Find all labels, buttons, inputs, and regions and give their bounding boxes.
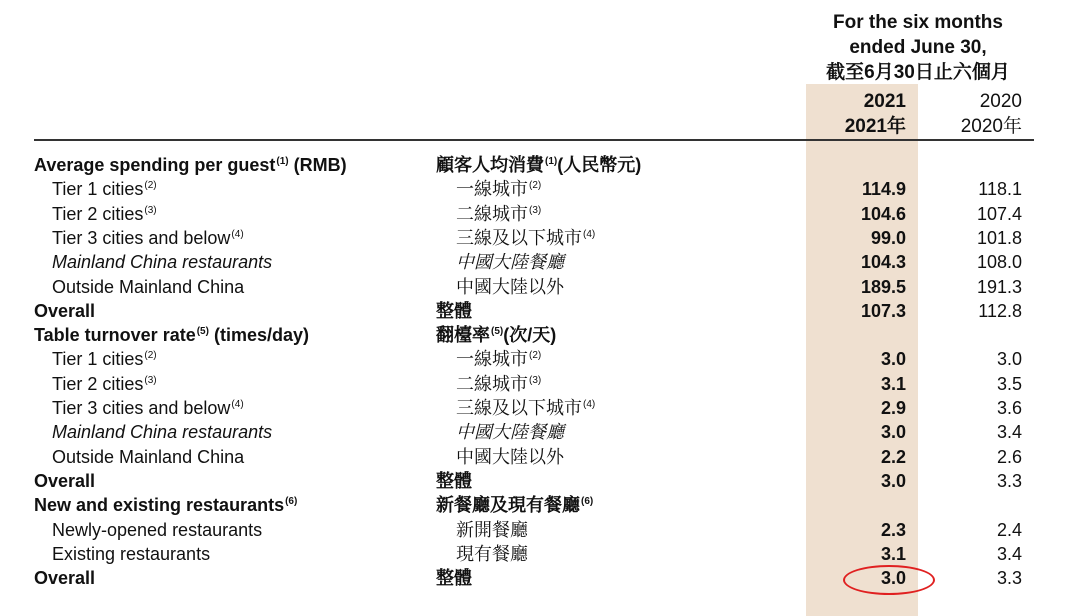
footnote-ref: (6) [581,496,594,508]
value-2021: 3.0 [880,349,906,370]
table-row [0,372,1080,396]
row-label-zh: 二線城市$^{(3)}$ [456,373,542,394]
table-row [0,226,1080,250]
value-2020: 3.4 [996,543,1022,564]
row-label-zh: 新餐廳及現有餐廳$^{(6)}$ [436,495,594,516]
row-label-en: Mainland China restaurants [52,252,273,273]
table-row [0,323,1080,347]
row-label-en: Outside Mainland China [52,446,245,467]
row-label-zh: 顧客人均消費$^{(1)}$(人民幣元) [436,155,642,175]
row-label-en: Average spending per guest$^{(1)}$ (RMB) [34,155,347,175]
table-row [0,275,1080,299]
value-2021: 3.1 [880,543,906,564]
row-label-en: Overall [34,470,96,491]
table-row [0,518,1080,542]
row-label-zh: 整體 [436,568,472,589]
year-2021-header-zh: 2021年 [844,116,906,137]
footnote-ref: (3) [529,374,542,386]
row-label-zh: 三線及以下城市$^{(4)}$ [456,227,596,248]
value-2021: 3.1 [880,373,906,394]
table-row [0,202,1080,226]
footnote-ref: (5) [196,326,209,338]
value-2021: 2.3 [880,519,906,540]
value-2020: 3.0 [996,349,1022,370]
row-label-en: Tier 1 cities$^{(2)}$ [52,179,157,200]
row-label-zh: 整體 [436,300,472,321]
period-caption-zh: 截至6月30日止六個月 [826,62,1010,83]
period-caption-line2: ended June 30, [849,37,987,58]
footnote-ref: (2) [529,350,542,362]
footnote-ref: (3) [144,374,157,386]
value-2021: 2.9 [880,398,906,418]
table-row [0,347,1080,371]
value-2020: 112.8 [978,300,1022,321]
value-2021: 104.3 [860,252,906,273]
row-label-zh: 現有餐廳 [456,543,528,564]
value-2021: 3.0 [880,470,906,491]
table-row [0,250,1080,274]
table-row [0,420,1080,444]
table-row [0,396,1080,420]
value-2021: 3.0 [880,568,906,589]
row-label-zh: 中國大陸以外 [456,276,564,297]
year-2020-header: 2020 [979,91,1022,112]
row-label-en: Tier 3 cities and below$^{(4)}$ [52,398,244,418]
value-2021: 3.0 [880,422,906,443]
footnote-ref: (2) [529,180,542,192]
row-label-zh: 三線及以下城市$^{(4)}$ [456,398,596,418]
value-2021: 114.9 [861,179,906,200]
row-label-en: Table turnover rate$^{(5)}$ (times/day) [34,325,309,346]
value-2020: 191.3 [976,276,1022,297]
footnote-ref: (4) [231,399,244,410]
year-2021-header: 2021 [863,91,906,112]
value-2020: 3.3 [996,470,1022,491]
row-label-zh: 中國大陸餐廳 [456,422,564,443]
highlight-circle-annotation [843,565,935,595]
row-label-en: New and existing restaurants$^{(6)}$ [34,495,298,516]
row-label-zh: 中國大陸餐廳 [456,252,564,273]
footnote-ref: (4) [231,228,244,240]
footnote-ref: (6) [285,496,298,508]
value-2020: 101.8 [976,227,1022,248]
row-label-en: Tier 2 cities$^{(3)}$ [52,373,157,394]
footnote-ref: (2) [144,350,157,362]
value-2020: 2.4 [996,519,1022,540]
footnote-ref: (5) [491,326,504,338]
value-2020: 3.3 [996,568,1022,589]
row-label-en: Newly-opened restaurants [52,519,263,540]
value-2020: 3.4 [996,422,1022,443]
row-label-en: Existing restaurants [52,543,211,564]
row-label-zh: 一線城市$^{(2)}$ [456,349,542,370]
footnote-ref: (1) [276,156,289,167]
value-2021: 99.0 [870,227,906,248]
row-label-zh: 新開餐廳 [456,519,528,540]
table-row [0,153,1080,177]
table-row [0,469,1080,493]
table-row [0,493,1080,517]
footnote-ref: (2) [144,180,157,192]
row-label-zh: 中國大陸以外 [456,446,564,467]
value-2021: 2.2 [880,446,906,467]
row-label-zh: 整體 [436,470,472,491]
footnote-ref: (3) [144,204,157,216]
period-caption-line1: For the six months [833,12,1003,33]
row-label-en: Tier 1 cities$^{(2)}$ [52,349,157,370]
table-row [0,542,1080,566]
row-label-zh: 翻檯率$^{(5)}$(次/天) [436,325,557,346]
row-label-en: Mainland China restaurants [52,422,273,443]
value-2021: 189.5 [860,276,906,297]
footnote-ref: (3) [529,204,542,216]
footnote-ref: (4) [583,399,596,410]
footnote-ref: (4) [583,228,596,240]
row-label-en: Tier 3 cities and below$^{(4)}$ [52,227,244,248]
row-label-en: Tier 2 cities$^{(3)}$ [52,203,157,224]
value-2020: 3.6 [996,398,1022,418]
value-2021: 107.3 [860,300,906,321]
value-2020: 118.1 [978,179,1022,200]
row-label-en: Outside Mainland China [52,276,245,297]
row-label-zh: 一線城市$^{(2)}$ [456,179,542,200]
header-divider [34,139,1034,141]
row-label-zh: 二線城市$^{(3)}$ [456,203,542,224]
value-2021: 104.6 [860,203,906,224]
value-2020: 108.0 [976,252,1022,273]
value-2020: 2.6 [996,446,1022,467]
value-2020: 107.4 [976,203,1022,224]
row-label-en: Overall [34,300,96,321]
table-row [0,177,1080,201]
value-2020: 3.5 [996,373,1022,394]
year-2020-header-zh: 2020年 [960,116,1022,137]
row-label-en: Overall [34,568,96,589]
footnote-ref: (1) [545,156,558,167]
table-row [0,445,1080,469]
table-row [0,299,1080,323]
